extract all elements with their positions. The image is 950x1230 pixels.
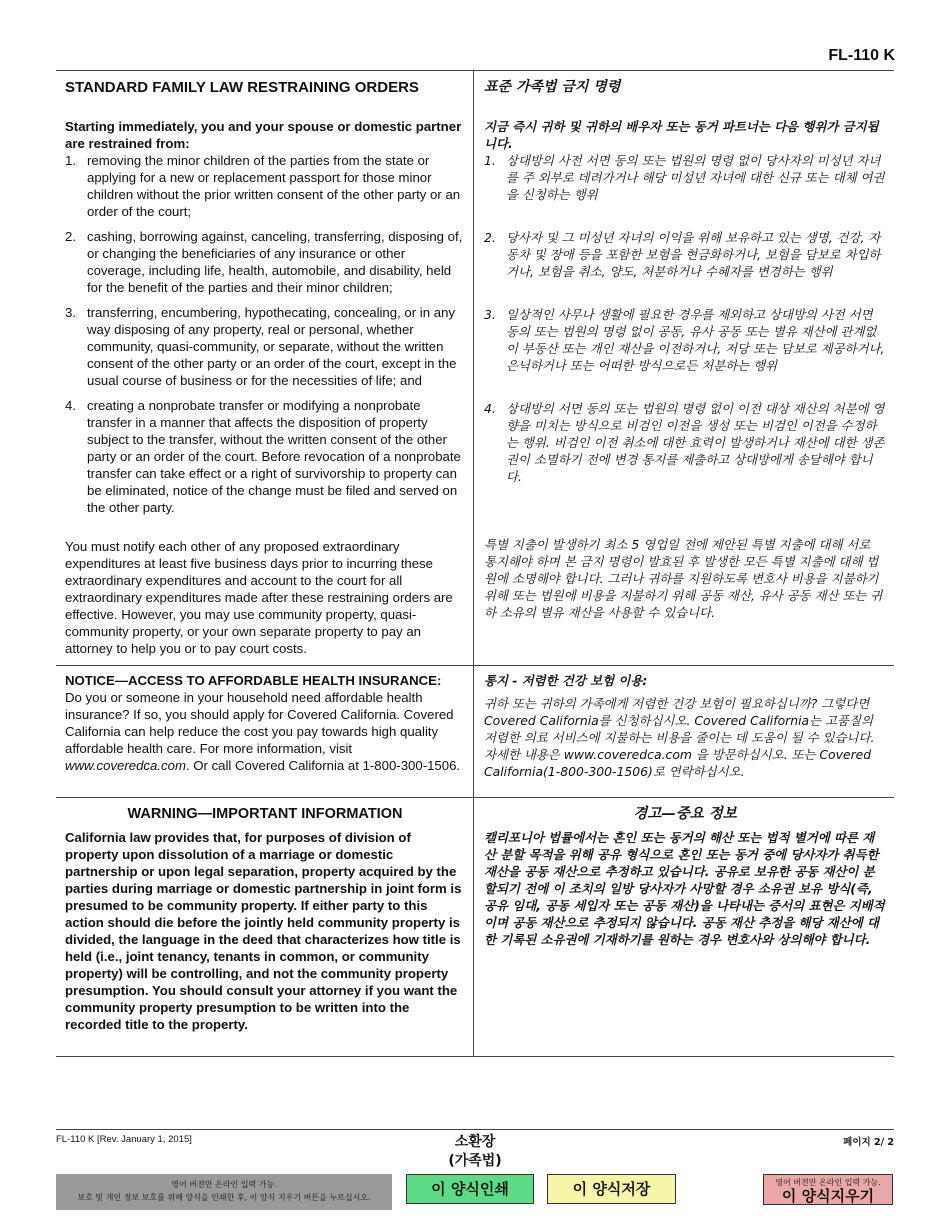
page-number: 페이지 2/ 2 [843,1137,894,1148]
warning-title: WARNING—IMPORTANT INFORMATION [127,806,403,822]
online-notice-box: 영어 버전만 온라인 입력 가능. 보호 및 개인 정보 보호를 위해 양식을 인쇄한 후, 이 양식 지우기 버튼을 누르십시오. [56,1174,392,1210]
form-title: 소환장 (가족법) [448,1134,502,1169]
list-item: 3. 일상적인 사무나 생활에 필요한 경우를 제외하고 상대방의 사전 서면 동의 또는 법원의 명령 없이 공동, 유사 공동 또는 별유 재산에 관계없이 부동산 또는 개인 재산을 이전하거나, 저당 또는 담보로 제공하거나, 은닉하거나 또는 어떠한 방식으로든 처분하는 행위 [484,307,885,373]
list-item: 2. 당사자 및 그 미성년 자녀의 이익을 위해 보유하고 있는 생명, 건강, 자동차 및 장애 등을 포함한 보험을 현금화하거나, 보험을 담보로 차입하거나, 보험을 취소, 양도, 처분하거나 수혜자를 변경하는 행위 [484,230,881,279]
health-insurance-title: NOTICE—ACCESS TO AFFORDABLE HEALTH INSURANCE: [65,673,442,688]
clear-button-note: 영어 버전만 온라인 입력 가능. [775,1178,881,1187]
health-insurance-title-ko: 통지 - 저렴한 건강 보험 이용: [484,673,648,688]
section-title: STANDARD FAMILY LAW RESTRAINING ORDERS [65,79,419,96]
notify-paragraph: You must notify each other of any proposed extraordinary expenditures at least five business days prior to incurring these extraordinary expenditures and account to the court for all extraordinary expenditures made after these restraining orders are effective. However, you may use community property, quasi-community property, or your own separate property to pay an attorney to help you or to pay court costs. [65,539,453,656]
health-insurance-ko [474,666,894,797]
list-item: 4. creating a nonprobate transfer or modifying a nonprobate transfer in a manner that affects the disposition of property subject to the transfer, without the written consent of the other party or an order of the court. Before revocation of a nonprobate transfer can take effect or a right of survivorship to property can be eliminated, notice of the change must be filed and served on the other party. [65,398,461,515]
health-insurance-en [56,666,474,797]
list-item: 1. 상대방의 사전 서면 동의 또는 법원의 명령 없이 당사자의 미성년 자녀를 주 외부로 데려가거나 해당 미성년 자녀에 대한 신규 또는 대체 여권을 신청하는 행위 [484,153,885,202]
list-item: 3. transferring, encumbering, hypothecating, concealing, or in any way disposing of any property, real or personal, whether community, quasi-community, or separate, without the written consent of the other party or an order of the court, except in the usual course of business or for the necessities of life; and [65,305,457,388]
list-item: 2. cashing, borrowing against, canceling, transferring, disposing of, or changing the beneficiaries of any insurance or other coverage, including life, health, automobile, and disability, held for the benefit of the parties and their minor children; [65,229,463,295]
restraining-orders-ko [474,71,894,665]
health-insurance-text: Do you or someone in your household need affordable health insurance? If so, you should apply for Covered California. Covered California can help reduce the cost you pay towards high quality affordable health care. For more information, visit www.coveredca.com. Or call Covered California at 1-800-300-1506. [65,690,461,773]
health-insurance-text-ko: 귀하 또는 귀하의 가족에게 저렴한 건강 보험이 필요하십니까? 그렇다면 Covered California를 신청하십시오. Covered California는 고품질의 저렴한 의료 서비스에 지불하는 비용을 줄이는 데 도움이 될 수 있습니다. 자세한 내용은 www.coveredca.com 을 방문하십시오. 또는 Covered California(1-800-300-1506)로 연락하십시오. [484,696,875,779]
form-table [56,70,894,1057]
clear-form-button[interactable] [763,1174,893,1205]
print-form-button[interactable]: 이 양식인쇄 [406,1174,534,1204]
notify-paragraph-ko: 특별 지출이 발생하기 최소 5 영업일 전에 제안된 특별 지출에 대해 서로 통지해야 하며 본 금지 명령이 발효된 후 발생한 모든 특별 지출에 대해 법원에 소명해야 합니다. 그러나 귀하를 지원하도록 변호사 비용을 지불하기 위해 또는 법원에 비용을 지불하기 위해 공동 재산, 유사 공동 재산 또는 귀하 소유의 별유 재산을 사용할 수 있습니다. [484,537,883,620]
restraining-orders-en [56,71,474,665]
section-intro: Starting immediately, you and your spouse or domestic partner are restrained from: [65,119,462,151]
form-id: FL-110 K [828,47,895,64]
restraint-list-ko [484,152,886,536]
revision-label: FL-110 K [Rev. January 1, 2015] [56,1134,192,1145]
section-title-ko: 표준 가족법 금지 명령 [484,79,621,95]
warning-en [56,798,474,1056]
health-insurance-row [56,666,894,798]
warning-title-ko: 경고—중요 정보 [633,806,737,822]
warning-text: California law provides that, for purposes of division of property upon dissolution of a marriage or domestic partnership or upon legal separation, property acquired by the parties during marriage or domestic partnership in joint form is presumed to be community property. If either party to this action should die before the jointly held community property is divided, the language in the deed that characterizes how title is held (i.e., joint tenancy, tenants in common, or community property) will be controlling, and not the community property presumption. You should consult your attorney if you want the community property presumption to be written into the recorded title to the property. [65,830,462,1032]
clear-button-label: 이 양식지우기 [781,1187,875,1205]
section-intro-ko: 지금 즉시 귀하 및 귀하의 배우자 또는 동거 파트너는 다음 행위가 금지됩니다. [484,119,879,151]
footer-divider [56,1129,894,1130]
warning-row [56,798,894,1056]
warning-ko [474,798,894,1056]
list-item: 1. removing the minor children of the parties from the state or applying for a new or replacement passport for those minor children without the prior written consent of the other party or an order of the court; [65,153,461,219]
restraining-orders-row [56,71,894,666]
list-item: 4. 상대방의 서면 동의 또는 법원의 명령 없이 이전 대상 재산의 처분에 영향을 미치는 방식으로 비검인 이전을 생성 또는 비검인 이전을 수정하는 행위. 비검인 이전 취소에 대한 효력이 발생하거나 재산에 대한 생존권이 소멸하기 전에 변경 통지를 제출하고 상대방에게 송달해야 합니다. [484,401,885,484]
save-form-button[interactable]: 이 양식저장 [547,1174,676,1204]
coveredca-link[interactable]: www.coveredca.com [65,758,186,773]
restraint-list [65,152,465,516]
warning-text-ko: 캘리포니아 법률에서는 혼인 또는 동거의 해산 또는 법적 별거에 따른 재산 분할 목적을 위해 공유 형식으로 혼인 또는 동거 중에 당사자가 취득한 재산을 공동 재산으로 추정하고 있습니다. 공유로 보유한 공동 재산이 분할되기 전에 이 조치의 일방 당사자가 사망할 경우 소유권 보유 방식(즉, 공유 임대, 공동 세입자 또는 공동 재산)을 나타내는 증서의 표현은 지배적이며 공동 재산으로 추정되지 않습니다. 공동 재산 추정을 해당 재산에 대한 기록된 소유권에 기재하기를 원하는 경우 변호사와 상의해야 합니다. [484,830,885,947]
